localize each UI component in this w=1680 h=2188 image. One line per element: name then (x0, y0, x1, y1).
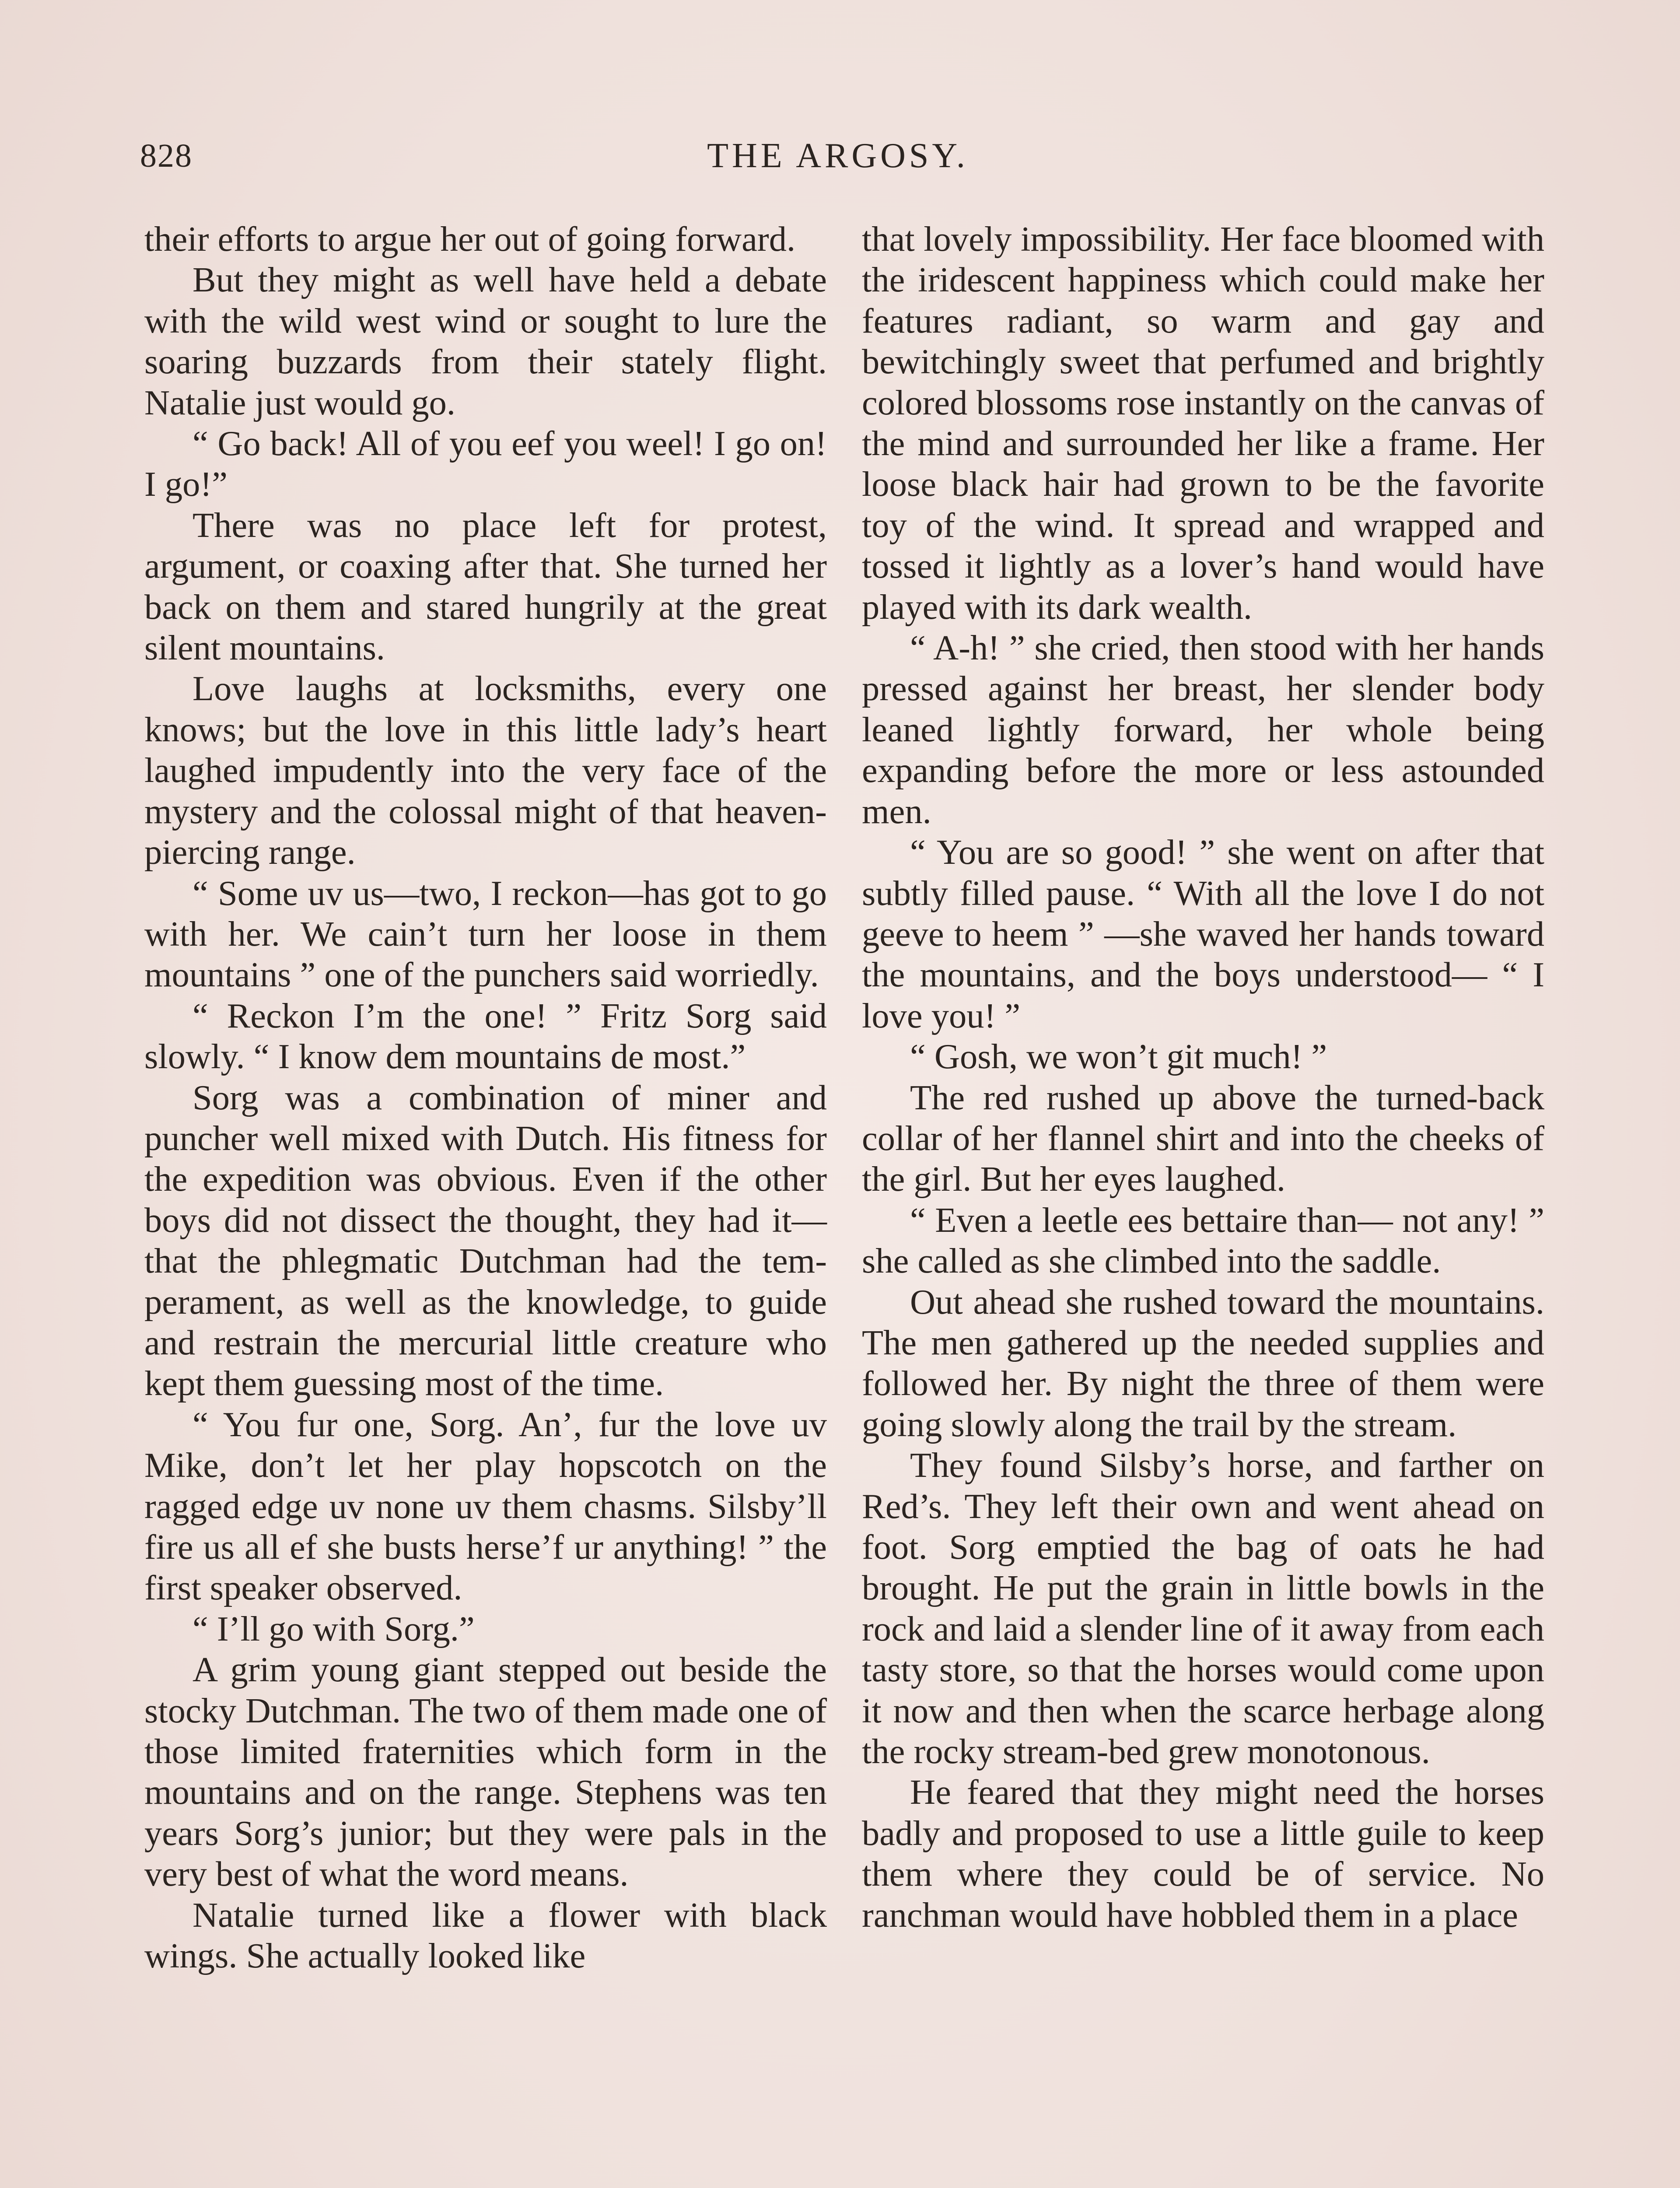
paragraph: “ A-h! ” she cried, then stood with her hands pressed against her breast, her slender body leaned lightly forward, her whole being expanding before the more or less astounded men. (862, 628, 1544, 831)
paragraph: “ You fur one, Sorg. An’, fur the love uv Mike, don’t let her play hopscotch on the ragged edge uv none uv them chasms. Silsby’ll fire us all ef she busts herse’f ur anything! ” the first speaker observed. (144, 1405, 827, 1608)
paragraph: “ Some uv us—two, I reckon—has got to go with her. We cain’t turn her loose in them mountains ” one of the punchers said worriedly. (144, 873, 827, 995)
paragraph: He feared that they might need the horses badly and proposed to use a little guile to keep them where they could be of service. No ranchman would have hobbled them in a place (862, 1773, 1544, 1935)
paragraph: But they might as well have held a debate with the wild west wind or sought to lure the soaring buzzards from their stately flight. Natalie just would go. (144, 260, 827, 422)
paragraph: “ I’ll go with Sorg.” (192, 1609, 475, 1648)
paragraph: Natalie turned like a flower with black wings. She actually looked like (144, 1895, 827, 1976)
paragraph: “ Reckon I’m the one! ” Fritz Sorg said slowly. “ I know dem mountains de most.” (144, 996, 827, 1076)
paragraph: “ You are so good! ” she went on after that subtly filled pause. “ With all the love I do not geeve to heem ” —she waved her hands toward the mountains, and the boys understood— “ I love you! ” (862, 833, 1544, 1035)
page-header (131, 130, 1544, 182)
page-number: 828 (140, 137, 192, 174)
paragraph: They found Silsby’s horse, and farther on Red’s. They left their own and went ahead on foot. Sorg emptied the bag of oats he had brought. He put the grain in little bowls in the rock and laid a slender line of it away from each tasty store, so that the horses would come upon it now and then when the scarce herbage along the rocky stream-bed grew monotonous. (862, 1446, 1544, 1771)
paragraph: their efforts to argue her out of going forward. (144, 220, 796, 259)
paragraph: “ Go back! All of you eef you weel! I go on! I go!” (144, 424, 827, 504)
paragraph: “ Even a leetle ees bettaire than— not any! ” she called as she climbed into the saddle. (862, 1200, 1544, 1281)
paragraph: A grim young giant stepped out beside the stocky Dutchman. The two of them made one of those limited fraternities which form in the mountains and on the range. Stephens was ten years Sorg’s junior; but they were pals in the very best of what the word means. (144, 1650, 827, 1894)
paragraph: Out ahead she rushed toward the mountains. The men gathered up the needed supplies and followed her. By night the three of them were going slowly along the trail by the stream. (862, 1282, 1544, 1444)
right-column (862, 219, 1544, 1936)
paragraph: There was no place left for protest, argument, or coaxing after that. She turned her back on them and stared hungrily at the great silent mountains. (144, 505, 827, 668)
paragraph: Love laughs at locksmiths, every one knows; but the love in this little lady’s heart laughed impudently into the very face of the mystery and the colossal might of that heaven-piercing range. (144, 669, 827, 872)
running-title: THE ARGOSY. (707, 137, 969, 175)
paragraph: “ Gosh, we won’t git much! ” (910, 1037, 1327, 1076)
left-column (144, 219, 827, 1976)
paragraph: Sorg was a combination of miner and puncher well mixed with Dutch. His fitness for the expedition was obvious. Even if the other boys did not dissect the thought, they had it—that the phlegmatic Dutchman had the temperament, as well as the knowledge, to guide and restrain the mercurial little creature who kept them guessing most of the time. (144, 1078, 827, 1403)
paragraph: The red rushed up above the turned-back collar of her flannel shirt and into the cheeks of the girl. But her eyes laughed. (862, 1078, 1544, 1199)
paragraph: that lovely impossibility. Her face bloomed with the iridescent happiness which could make her features radiant, so warm and gay and bewitchingly sweet that perfumed and brightly colored blossoms rose instantly on the canvas of the mind and surrounded her like a frame. Her loose black hair had grown to be the favorite toy of the wind. It spread and wrapped and tossed it lightly as a lover’s hand would have played with its dark wealth. (862, 220, 1544, 627)
